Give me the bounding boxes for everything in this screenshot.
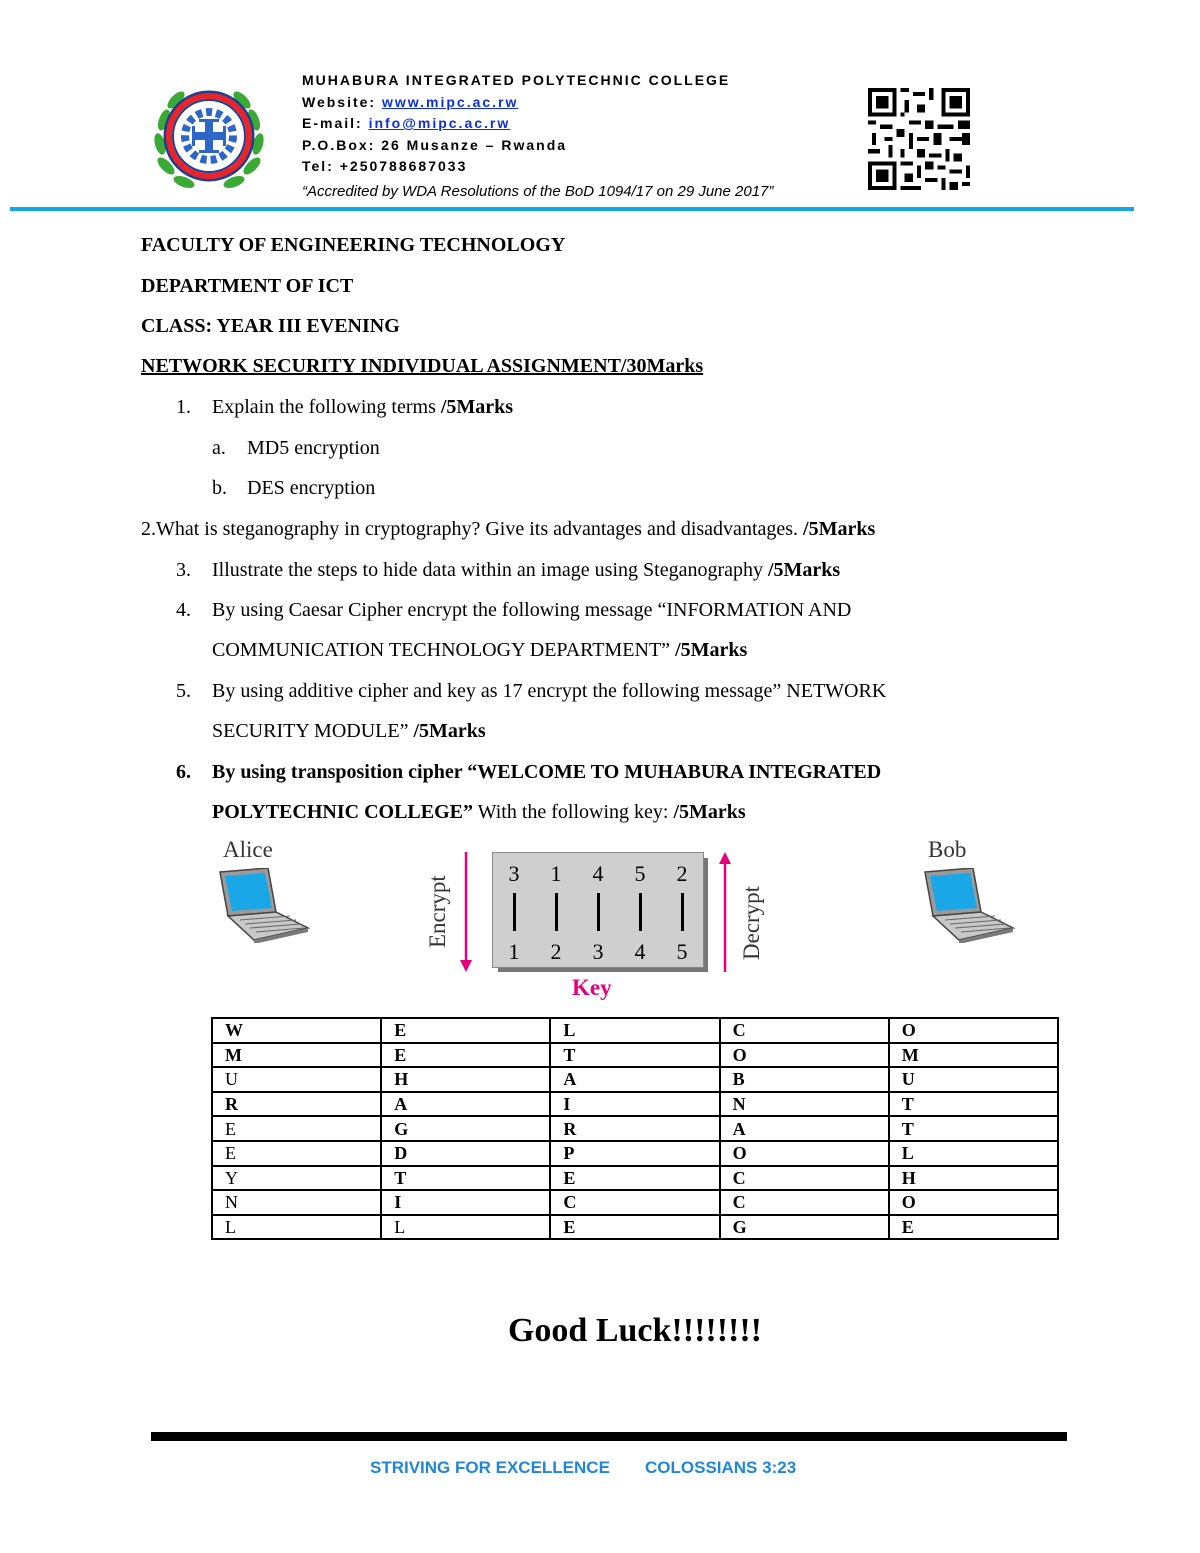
question-3 xyxy=(176,559,841,582)
key-column-bar xyxy=(513,893,516,931)
question-2-text: 2.What is steganography in cryptography? Give its advantages and disadvantages. xyxy=(141,518,804,540)
key-top-digit: 3 xyxy=(508,861,520,886)
website-label: Website: xyxy=(302,93,382,110)
table-cell: G xyxy=(381,1116,550,1141)
key-box xyxy=(492,852,704,968)
table-row xyxy=(212,1190,1058,1215)
email-link[interactable]: info@mipc.ac.rw xyxy=(368,115,511,131)
question-3-marks: /5Marks xyxy=(768,559,841,581)
table-cell: H xyxy=(889,1166,1058,1191)
key-top-digit: 1 xyxy=(550,861,562,886)
transposition-key-diagram xyxy=(205,836,1025,1006)
table-cell: O xyxy=(889,1018,1058,1043)
key-column-bar xyxy=(555,893,558,931)
key-top-digit: 4 xyxy=(592,861,604,886)
table-cell: L xyxy=(889,1141,1058,1166)
table-row xyxy=(212,1067,1058,1092)
table-cell: O xyxy=(720,1141,889,1166)
question-4-marks: /5Marks xyxy=(675,639,748,661)
question-5-continued xyxy=(212,720,486,743)
table-cell: A xyxy=(381,1092,550,1117)
table-cell: N xyxy=(212,1190,381,1215)
table-cell: R xyxy=(550,1116,719,1141)
table-cell: T xyxy=(381,1166,550,1191)
key-bottom-digit: 5 xyxy=(676,939,688,964)
table-cell: P xyxy=(550,1141,719,1166)
question-1b-text: DES encryption xyxy=(247,477,376,499)
table-cell: R xyxy=(212,1092,381,1117)
email-label: E-mail: xyxy=(302,115,369,131)
website-link[interactable]: www.mipc.ac.rw xyxy=(381,93,519,110)
question-1-number: 1. xyxy=(176,396,191,418)
class-title: CLASS: YEAR III EVENING xyxy=(141,315,400,337)
website-line xyxy=(302,92,730,114)
key-label: Key xyxy=(572,975,612,1000)
table-cell: E xyxy=(550,1215,719,1240)
table-cell: E xyxy=(212,1141,381,1166)
college-name: MUHABURA INTEGRATED POLYTECHNIC COLLEGE xyxy=(302,72,731,88)
question-1 xyxy=(176,396,514,419)
key-bottom-row xyxy=(493,939,703,965)
table-row xyxy=(212,1018,1058,1043)
key-column-bar xyxy=(597,893,600,931)
table-cell: C xyxy=(720,1018,889,1043)
decrypt-label: Decrypt xyxy=(739,885,764,960)
table-cell: D xyxy=(381,1141,550,1166)
table-cell: O xyxy=(720,1043,889,1068)
table-cell: E xyxy=(889,1215,1058,1240)
question-1-marks: /5Marks xyxy=(440,396,514,418)
college-logo xyxy=(148,74,270,196)
table-cell: C xyxy=(720,1166,889,1191)
key-bottom-digit: 4 xyxy=(634,939,646,964)
key-bottom-digit: 1 xyxy=(508,939,520,964)
alice-label: Alice xyxy=(223,837,273,862)
encrypt-label: Encrypt xyxy=(425,875,450,948)
alice-laptop-icon xyxy=(210,868,310,943)
key-bottom-digit: 2 xyxy=(550,939,562,964)
table-cell: O xyxy=(889,1190,1058,1215)
decrypt-arrow-group xyxy=(715,848,775,976)
faculty-title: FACULTY OF ENGINEERING TECHNOLOGY xyxy=(141,234,566,256)
question-6-message-end: POLYTECHNIC COLLEGE” xyxy=(212,801,473,823)
table-cell: C xyxy=(720,1190,889,1215)
question-4-line-1: By using Caesar Cipher encrypt the following message “INFORMATION AND xyxy=(212,599,852,621)
question-3-text: Illustrate the steps to hide data within an image using Steganography xyxy=(212,559,768,581)
table-cell: E xyxy=(550,1166,719,1191)
question-4-number: 4. xyxy=(176,599,191,621)
table-cell: A xyxy=(550,1067,719,1092)
question-6-marks: /5Marks xyxy=(673,801,746,823)
table-cell: U xyxy=(889,1067,1058,1092)
po-box: P.O.Box: 26 Musanze – Rwanda xyxy=(302,136,568,153)
question-5-line-1: By using additive cipher and key as 17 encrypt the following message” NETWORK xyxy=(212,680,887,702)
question-5-marks: /5Marks xyxy=(413,720,486,742)
question-1b-label: b. xyxy=(212,477,227,499)
question-6-continued xyxy=(212,801,746,824)
key-top-digit: 5 xyxy=(634,861,646,886)
key-top-digit: 2 xyxy=(676,861,688,886)
college-contact-block xyxy=(302,70,730,178)
question-3-number: 3. xyxy=(176,559,191,581)
table-cell: L xyxy=(550,1018,719,1043)
table-cell: I xyxy=(381,1190,550,1215)
table-cell: L xyxy=(381,1215,550,1240)
question-2 xyxy=(141,518,875,541)
table-cell: G xyxy=(720,1215,889,1240)
table-row xyxy=(212,1043,1058,1068)
table-cell: T xyxy=(889,1116,1058,1141)
decrypt-arrowhead xyxy=(719,852,731,864)
footer-verse: COLOSSIANS 3:23 xyxy=(645,1458,797,1477)
table-cell: E xyxy=(381,1018,550,1043)
question-4-line-2: COMMUNICATION TECHNOLOGY DEPARTMENT” xyxy=(212,639,676,661)
assignment-title: NETWORK SECURITY INDIVIDUAL ASSIGNMENT/30Marks xyxy=(141,355,704,377)
footer-divider xyxy=(151,1432,1067,1441)
table-cell: T xyxy=(550,1043,719,1068)
key-top-row xyxy=(493,861,703,887)
table-cell: E xyxy=(212,1116,381,1141)
telephone: Tel: +250788687033 xyxy=(302,158,468,174)
table-cell: M xyxy=(889,1043,1058,1068)
question-1-text: Explain the following terms xyxy=(212,396,441,418)
key-bottom-digit: 3 xyxy=(592,939,604,964)
question-5-line-2: SECURITY MODULE” xyxy=(212,720,414,742)
encrypt-arrowhead xyxy=(460,960,472,972)
table-cell: I xyxy=(550,1092,719,1117)
footer-motto: STRIVING FOR EXCELLENCE xyxy=(370,1458,610,1477)
table-cell: L xyxy=(212,1215,381,1240)
question-6-line-1: By using transposition cipher “WELCOME TO MUHABURA INTEGRATED xyxy=(212,761,882,783)
question-5-number: 5. xyxy=(176,680,191,702)
table-cell: H xyxy=(381,1067,550,1092)
table-cell: U xyxy=(212,1067,381,1092)
accreditation-note: “Accredited by WDA Resolutions of the BoD 1094/17 on 29 June 2017” xyxy=(302,183,774,200)
table-row xyxy=(212,1141,1058,1166)
table-cell: Y xyxy=(212,1166,381,1191)
question-1a-text: MD5 encryption xyxy=(247,437,380,459)
key-bars xyxy=(493,893,703,933)
good-luck-message: Good Luck!!!!!!!! xyxy=(507,1312,763,1349)
key-column-bar xyxy=(639,893,642,931)
table-cell: M xyxy=(212,1043,381,1068)
question-6 xyxy=(176,761,882,784)
table-row xyxy=(212,1116,1058,1141)
qr-code xyxy=(868,88,970,190)
table-cell: W xyxy=(212,1018,381,1043)
question-6-key-text: With the following key: xyxy=(473,801,674,823)
question-6-number: 6. xyxy=(176,761,191,783)
table-cell: E xyxy=(381,1043,550,1068)
table-cell: N xyxy=(720,1092,889,1117)
question-1a xyxy=(212,437,380,460)
table-cell: C xyxy=(550,1190,719,1215)
bob-laptop-icon xyxy=(915,868,1015,943)
encrypt-arrow-group xyxy=(425,848,475,976)
table-row xyxy=(212,1092,1058,1117)
table-cell: A xyxy=(720,1116,889,1141)
question-5 xyxy=(176,680,887,703)
question-4 xyxy=(176,599,852,622)
question-2-marks: /5Marks xyxy=(803,518,876,540)
table-cell: T xyxy=(889,1092,1058,1117)
table-row xyxy=(212,1166,1058,1191)
table-cell: B xyxy=(720,1067,889,1092)
header-divider xyxy=(10,207,1134,211)
bob-label: Bob xyxy=(928,837,967,862)
cipher-table xyxy=(211,1017,1059,1240)
email-line xyxy=(302,113,730,135)
question-1a-label: a. xyxy=(212,437,226,459)
question-4-continued xyxy=(212,639,747,662)
key-column-bar xyxy=(681,893,684,931)
department-title: DEPARTMENT OF ICT xyxy=(141,275,354,297)
question-1b xyxy=(212,477,376,500)
table-row xyxy=(212,1215,1058,1240)
